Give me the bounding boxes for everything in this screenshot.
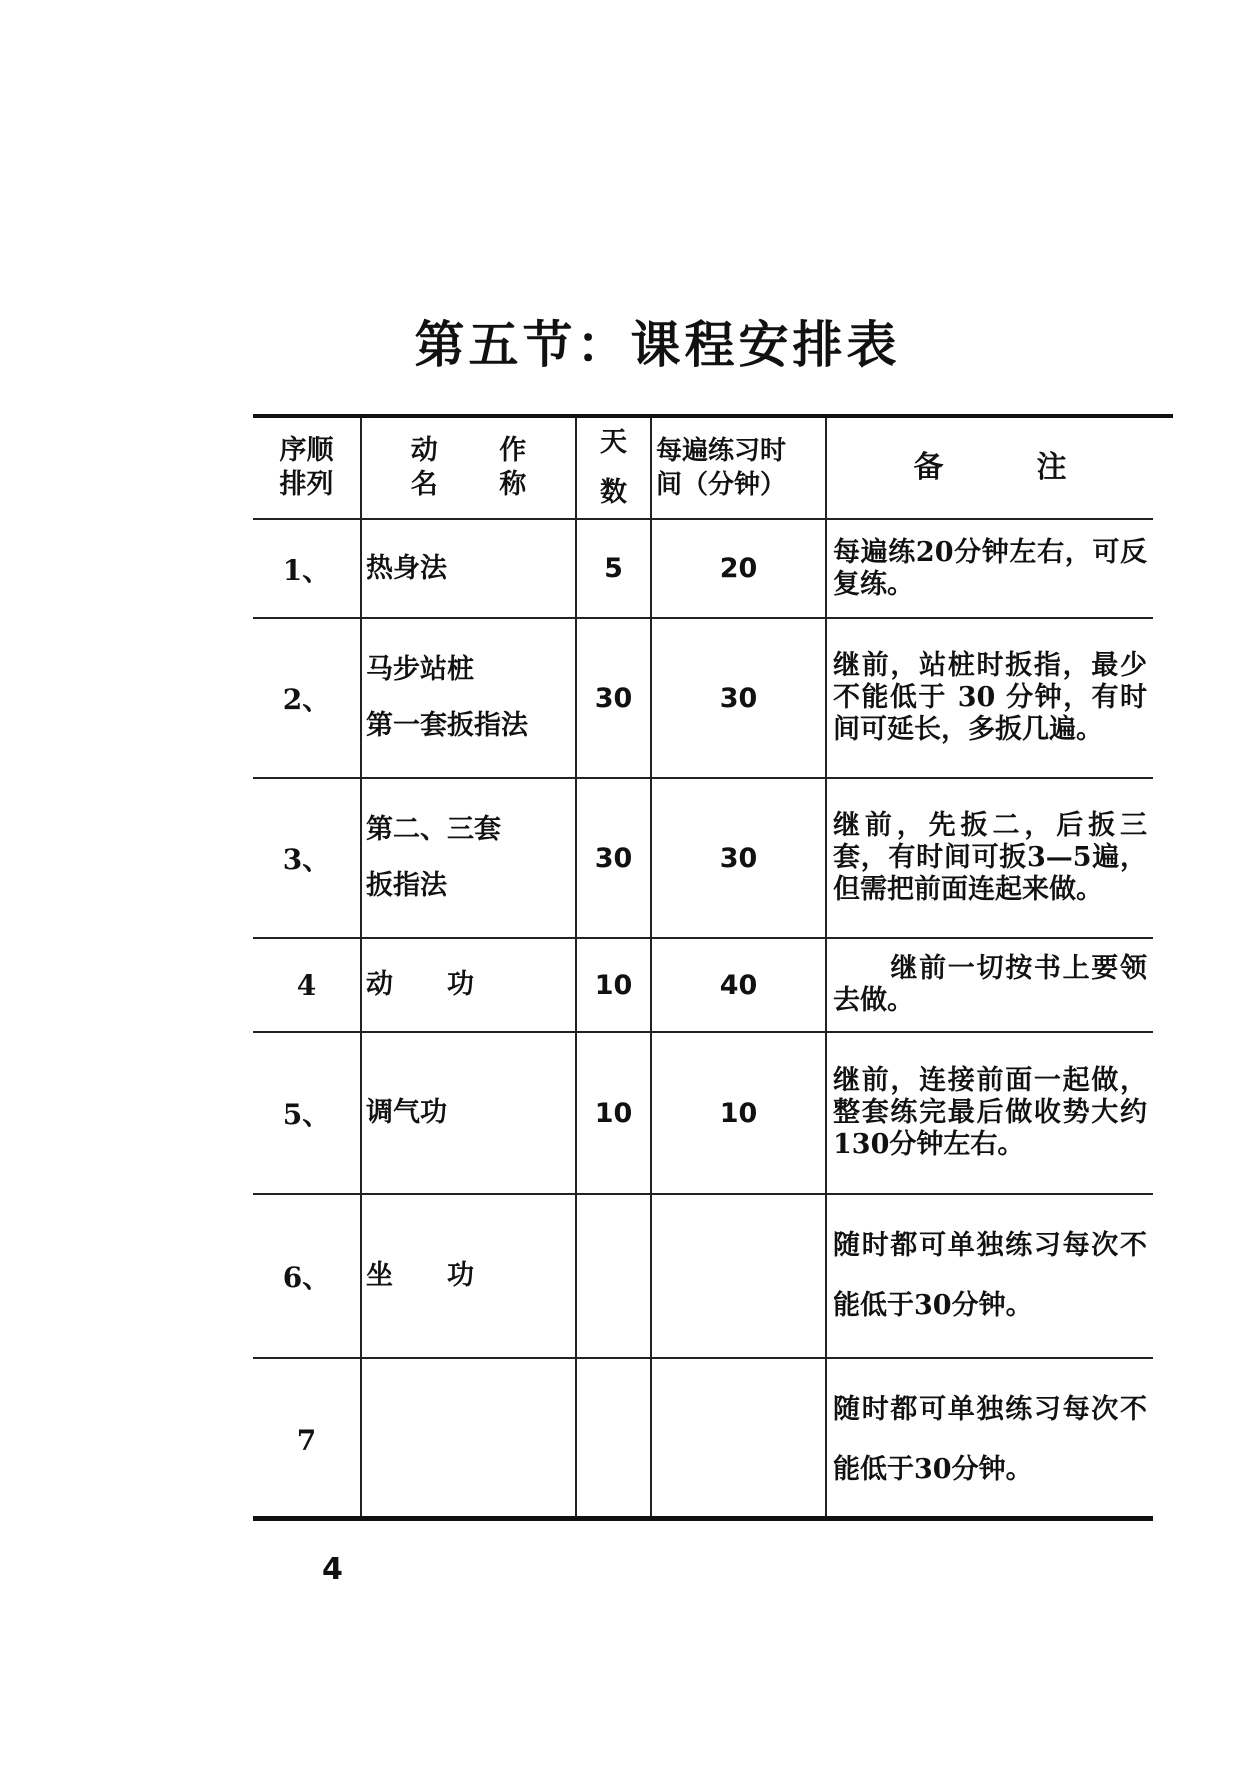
row-exercise-name-line: 调气功 <box>366 1097 447 1128</box>
row-time: 30 <box>651 778 826 938</box>
row-time: 30 <box>651 618 826 778</box>
header-order-line-2: 排列 <box>279 469 334 500</box>
row-days <box>576 1194 651 1358</box>
row-exercise-name <box>361 1194 576 1358</box>
table-row <box>253 1032 1153 1194</box>
row-exercise-name <box>361 618 576 778</box>
header-name-char: 动 <box>410 435 438 466</box>
row-exercise-name <box>361 519 576 618</box>
row-order: 3、 <box>253 778 361 938</box>
header-name <box>361 418 576 519</box>
header-order <box>253 418 361 519</box>
row-exercise-name-line: 坐 功 <box>366 1260 474 1291</box>
row-days: 5 <box>576 519 651 618</box>
header-name-char: 作 <box>499 435 527 466</box>
table-row <box>253 519 1153 618</box>
row-days: 30 <box>576 618 651 778</box>
row-order: 5、 <box>253 1032 361 1194</box>
row-exercise-name <box>361 1358 576 1521</box>
row-days: 30 <box>576 778 651 938</box>
row-order: 1、 <box>253 519 361 618</box>
header-time-line-2: 间（分钟） <box>656 470 787 500</box>
table-row <box>253 778 1153 938</box>
row-time <box>651 1194 826 1358</box>
row-exercise-name <box>361 938 576 1032</box>
header-name-char: 称 <box>499 469 527 500</box>
row-exercise-name-line: 扳指法 <box>366 870 447 901</box>
page-number: 4 <box>322 1552 343 1587</box>
table-header-row <box>253 418 1153 519</box>
row-exercise-name <box>361 778 576 938</box>
row-time: 40 <box>651 938 826 1032</box>
row-notes: 随时都可单独练习每次不能低于30分钟。 <box>826 1194 1153 1358</box>
row-time: 20 <box>651 519 826 618</box>
row-notes: 继前，站桩时扳指，最少不能低于 30 分钟，有时间可延长，多扳几遍。 <box>826 618 1153 778</box>
header-time-line-1: 每遍练习时 <box>656 436 787 466</box>
row-days <box>576 1358 651 1521</box>
header-days-line-2: 数 <box>600 477 627 508</box>
row-order: 2、 <box>253 618 361 778</box>
table-row <box>253 618 1153 778</box>
table-row <box>253 1194 1153 1358</box>
row-order: 7 <box>253 1358 361 1521</box>
row-notes: 每遍练20分钟左右，可反复练。 <box>826 519 1153 618</box>
header-days-line-1: 天 <box>600 427 627 458</box>
page-title: 第五节：课程安排表 <box>414 315 901 374</box>
header-order-line-1: 序顺 <box>279 435 334 466</box>
row-days: 10 <box>576 1032 651 1194</box>
row-time: 10 <box>651 1032 826 1194</box>
row-exercise-name-line: 马步站桩 <box>366 654 474 685</box>
row-order: 4 <box>253 938 361 1032</box>
row-days: 10 <box>576 938 651 1032</box>
table-bottom-rule <box>253 1516 1153 1521</box>
row-exercise-name-line: 第二、三套 <box>366 814 501 845</box>
row-order: 6、 <box>253 1194 361 1358</box>
table-row <box>253 938 1153 1032</box>
header-notes <box>826 418 1153 519</box>
row-notes: 继前一切按书上要领去做。 <box>826 938 1153 1032</box>
header-notes-char: 备 <box>913 450 944 485</box>
row-notes: 继前，先扳二，后扳三套，有时间可扳3—5遍，但需把前面连起来做。 <box>826 778 1153 938</box>
header-time <box>651 418 826 519</box>
header-days <box>576 418 651 519</box>
row-notes: 随时都可单独练习每次不能低于30分钟。 <box>826 1358 1153 1521</box>
row-notes: 继前，连接前面一起做，整套练完最后做收势大约130分钟左右。 <box>826 1032 1153 1194</box>
row-exercise-name-line: 动 功 <box>366 969 474 1000</box>
row-exercise-name-line: 热身法 <box>366 552 447 584</box>
table-row <box>253 1358 1153 1521</box>
row-exercise-name-line: 第一套扳指法 <box>366 710 528 741</box>
schedule-table <box>253 418 1153 1521</box>
header-notes-char: 注 <box>1036 450 1067 485</box>
row-exercise-name <box>361 1032 576 1194</box>
header-name-char: 名 <box>410 469 438 500</box>
row-time <box>651 1358 826 1521</box>
